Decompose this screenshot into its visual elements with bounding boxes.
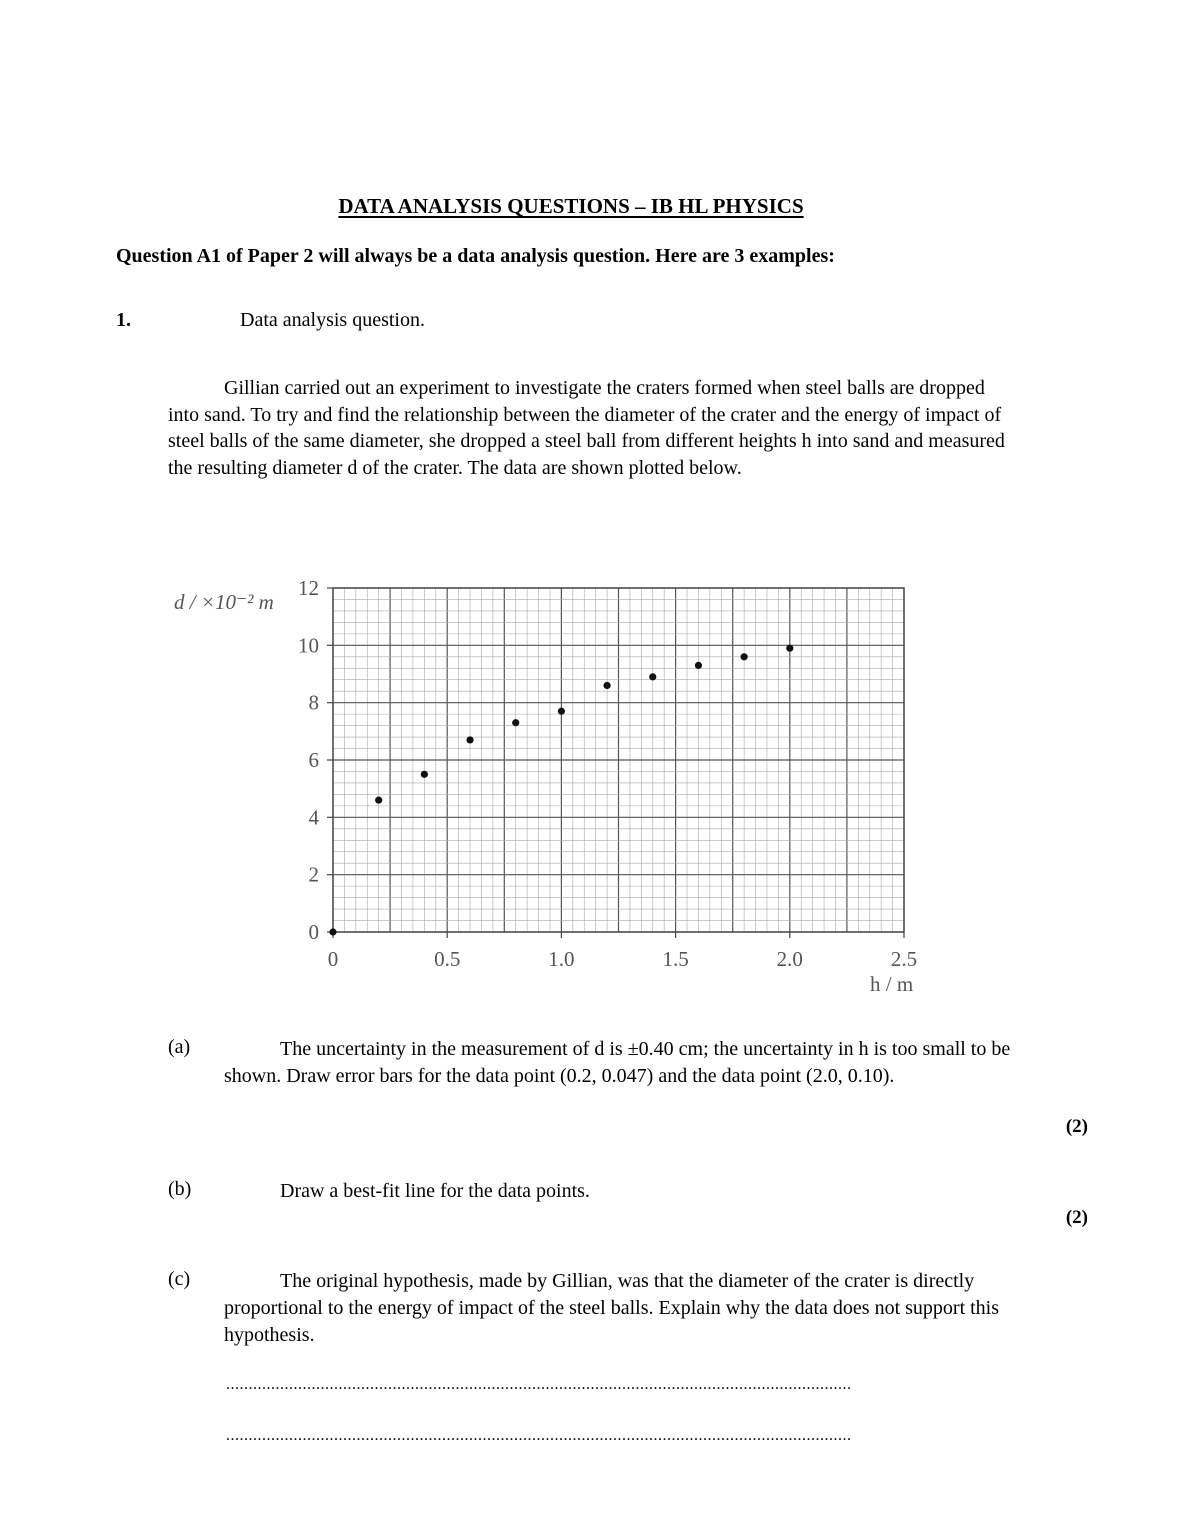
data-point <box>741 653 748 660</box>
part-c-label: (c) <box>168 1268 191 1290</box>
y-tick-label: 4 <box>308 805 319 830</box>
data-point <box>786 645 793 652</box>
data-point <box>466 736 473 743</box>
part-a-marks: (2) <box>1065 1116 1088 1137</box>
data-point <box>558 708 565 715</box>
x-tick-label: 1.0 <box>548 947 575 971</box>
x-tick-label: 2.0 <box>776 947 803 971</box>
data-point <box>649 673 656 680</box>
x-axis-label: h / m <box>870 972 914 996</box>
data-point <box>512 719 519 726</box>
y-tick-label: 8 <box>308 690 319 715</box>
x-tick-label: 0 <box>327 947 339 971</box>
part-b-text: Draw a best-fit line for the data points. <box>280 1180 590 1202</box>
x-tick-label: 1.5 <box>662 947 689 971</box>
part-a-text: The uncertainty in the measurement of d is ±0.40 cm; the uncertainty in h is too small to be shown. Draw error bars for the data point (0.2, 0.047) and the data point (2.0, 0.10). <box>224 1038 1011 1087</box>
x-tick-label: 2.5 <box>890 947 918 971</box>
y-tick-label: 6 <box>308 748 319 772</box>
data-point <box>329 928 336 935</box>
crater-scatter-chart <box>160 570 940 1010</box>
data-point <box>375 797 382 804</box>
part-b-marks: (2) <box>1065 1207 1088 1228</box>
answer-line[interactable]: ........................................................................................................................................... <box>226 1427 852 1444</box>
chart-grid <box>333 588 904 932</box>
answer-line[interactable]: ........................................................................................................................................... <box>226 1376 852 1393</box>
part-b-label: (b) <box>168 1178 192 1200</box>
question-heading: Data analysis question. <box>240 309 425 331</box>
intro-text: Question A1 of Paper 2 will always be a data analysis question. Here are 3 examples: <box>116 245 835 267</box>
y-tick-label: 0 <box>308 920 319 944</box>
part-c-text: The original hypothesis, made by Gillian, was that the diameter of the crater is directly proportional to the energy of impact of the steel balls. Explain why the data does not support this hypothesis. <box>224 1270 1000 1346</box>
part-a-label: (a) <box>168 1036 191 1058</box>
y-tick-label: 12 <box>298 576 319 600</box>
x-tick-label: 0.5 <box>434 947 461 971</box>
question-number: 1. <box>116 309 131 331</box>
page-title: DATA ANALYSIS QUESTIONS – IB HL PHYSICS <box>338 194 804 218</box>
data-point <box>603 682 610 689</box>
y-tick-label: 2 <box>308 862 319 887</box>
y-axis-label: d / ×10⁻² m <box>174 590 274 614</box>
data-point <box>695 662 702 669</box>
data-point <box>421 771 428 778</box>
question-paragraph: Gillian carried out an experiment to investigate the craters formed when steel balls are dropped into sand. To try and find the relationship between the diameter of the crater and the energy of impact of steel balls of the same diameter, she dropped a steel ball from different heights h into sand and measured the resulting diameter d of the crater. The data are shown plotted below. <box>168 377 1005 479</box>
y-tick-label: 10 <box>298 633 319 658</box>
